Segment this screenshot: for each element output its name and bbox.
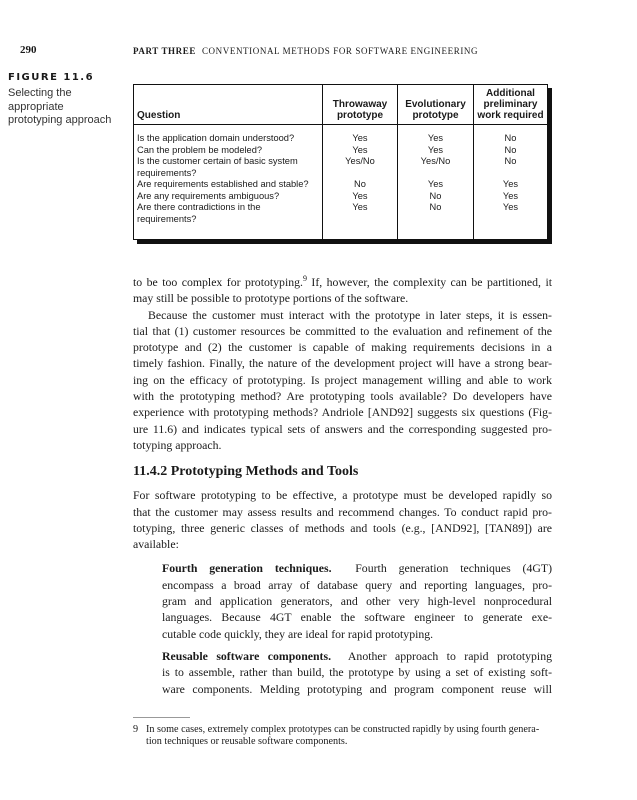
- text-span: ure 11.6) and indicates typical sets of answers and the corresponding suggested pro-: [133, 421, 552, 436]
- text-line: [133, 274, 552, 290]
- text-span: may still be possible to prototype portions of the software.: [133, 291, 409, 306]
- text-line: [133, 307, 552, 323]
- text-span: cutable code quickly, they are ideal for rapid prototyping.: [162, 626, 434, 641]
- text-span: that the customer may assess results and recommend changes. To conduct rapid pro-: [133, 504, 552, 519]
- text-span: languages. Because 4GT enable the software engineer to generate exe-: [162, 610, 552, 625]
- text-span: ware components. Melding prototyping and program component reuse will: [162, 681, 552, 696]
- footnote-line: In some cases, extremely complex prototypes can be constructed rapidly by using fourth genera-: [146, 723, 540, 735]
- table-cell: Are requirements established and stable?: [137, 179, 309, 189]
- text-line: [133, 355, 552, 371]
- table-cell: Yes: [323, 191, 398, 203]
- text-line: [133, 388, 552, 404]
- table-cell: Yes/No: [398, 156, 474, 179]
- text-line: [133, 520, 552, 536]
- text-line: [133, 323, 552, 339]
- column-header: Evolutionary prototype: [398, 85, 474, 125]
- footnote-line-row: [133, 724, 552, 736]
- text-line: [162, 681, 552, 697]
- text-span: totyping approach.: [133, 437, 222, 452]
- text-span: available:: [133, 537, 179, 552]
- table-cell: Yes: [398, 125, 474, 145]
- page-number: 290: [20, 44, 37, 56]
- item-title: Fourth generation techniques.: [162, 561, 332, 576]
- text-line: [133, 290, 552, 306]
- table-cell: Can the problem be modeled?: [137, 144, 263, 155]
- footnote-line-row: [133, 736, 552, 748]
- table-cell: No: [323, 179, 398, 191]
- part-label: PART THREE: [133, 46, 196, 56]
- table-cell: No: [398, 191, 474, 203]
- table-cell: No: [474, 145, 548, 157]
- table-cell: Yes: [474, 202, 548, 225]
- figure-caption: Selecting the appropriate prototyping approach: [8, 87, 112, 126]
- text-line: [133, 504, 552, 520]
- footnote-rule: [133, 717, 190, 718]
- text-span: Another approach to rapid prototyping: [347, 648, 552, 663]
- column-header: Throwaway prototype: [323, 85, 398, 125]
- table-cell: Yes: [323, 202, 398, 225]
- text-line: [133, 421, 552, 437]
- text-line: [133, 404, 552, 420]
- table-cell: No: [398, 202, 474, 225]
- text-span: For software prototyping to be effective, a prototype must be developed rapidly so: [133, 488, 552, 503]
- text-line: [162, 626, 552, 642]
- text-line: [133, 487, 552, 503]
- text-line: [133, 536, 552, 552]
- body-text: [133, 0, 552, 748]
- item-title: Reusable software components.: [162, 648, 332, 663]
- column-header: Additional preliminary work required: [474, 85, 548, 125]
- table-cell: Yes: [474, 179, 548, 191]
- text-span: prototype and (2) the customer is capable of making requirements decisions in a: [133, 340, 552, 355]
- text-span: tial that (1) customer resources be committed to the evaluation and refinement of the: [133, 323, 552, 338]
- text-line: [133, 437, 552, 453]
- text-span: to be too complex for prototyping.: [133, 275, 303, 289]
- text-span: encompass a broad array of database query and reporting languages, pro-: [162, 577, 552, 592]
- text-span: Fourth generation techniques (4GT): [355, 561, 552, 576]
- table-cell: No: [474, 125, 548, 145]
- text-span: ing on the efficacy of prototyping. Is project management willing and able to work: [133, 372, 552, 387]
- table-cell: Yes: [398, 145, 474, 157]
- footnote: [133, 724, 552, 748]
- chapter-title: CONVENTIONAL METHODS FOR SOFTWARE ENGINEERING: [201, 46, 479, 56]
- text-line: [162, 664, 552, 680]
- table-cell: Are any requirements ambiguous?: [137, 190, 280, 201]
- text-line: [162, 577, 552, 593]
- footnote-number: [133, 736, 146, 748]
- table-cell: Yes: [323, 145, 398, 157]
- text-span: totyping, three generic classes of methods and tools (e.g., [AND92], [TAN89]) are: [133, 520, 552, 535]
- text-line: [162, 560, 552, 576]
- table-cell: Yes: [474, 191, 548, 203]
- table-cell: Are there contradictions in the requirements?: [137, 202, 261, 224]
- text-span: gram and application generators, and other very high-level nonprocedural: [162, 594, 552, 609]
- text-line: [162, 648, 552, 664]
- spacer: [133, 552, 552, 560]
- table-cell: Is the application domain understood?: [137, 133, 295, 143]
- text-line: [162, 609, 552, 625]
- text-line: [162, 593, 552, 609]
- table-cell: Yes: [398, 179, 474, 191]
- text-span: with the prototyping method? Are prototyping tools available? Do developers have: [133, 389, 552, 404]
- table-cell: Is the customer certain of basic system requirements?: [137, 156, 298, 178]
- text-span: Because the customer must interact with the prototype in later steps, it is essen-: [148, 307, 552, 322]
- text-line: [133, 339, 552, 355]
- table-cell: No: [474, 156, 548, 179]
- text-span: timely fashion. Finally, the nature of the development project will have a strong bear-: [133, 356, 552, 371]
- table-cell: Yes/No: [323, 156, 398, 179]
- text-span: If, however, the complexity can be partitioned, it: [306, 275, 552, 289]
- section-heading: 11.4.2 Prototyping Methods and Tools: [133, 464, 359, 480]
- footnote-ref: 9: [302, 274, 307, 283]
- footnote-line: tion techniques or reusable software components.: [146, 735, 348, 747]
- text-span: is to assemble, rather than build, the prototype by using a set of existing soft-: [162, 665, 552, 680]
- footnote-number: 9: [133, 723, 139, 735]
- table-cell: Yes: [323, 125, 398, 145]
- text-span: experience with prototyping methods? Andriole [AND92] suggests six questions (Fig-: [133, 405, 552, 420]
- text-line: [133, 372, 552, 388]
- column-header: Question: [134, 85, 323, 125]
- figure-label: FIGURE 11.6: [8, 72, 95, 83]
